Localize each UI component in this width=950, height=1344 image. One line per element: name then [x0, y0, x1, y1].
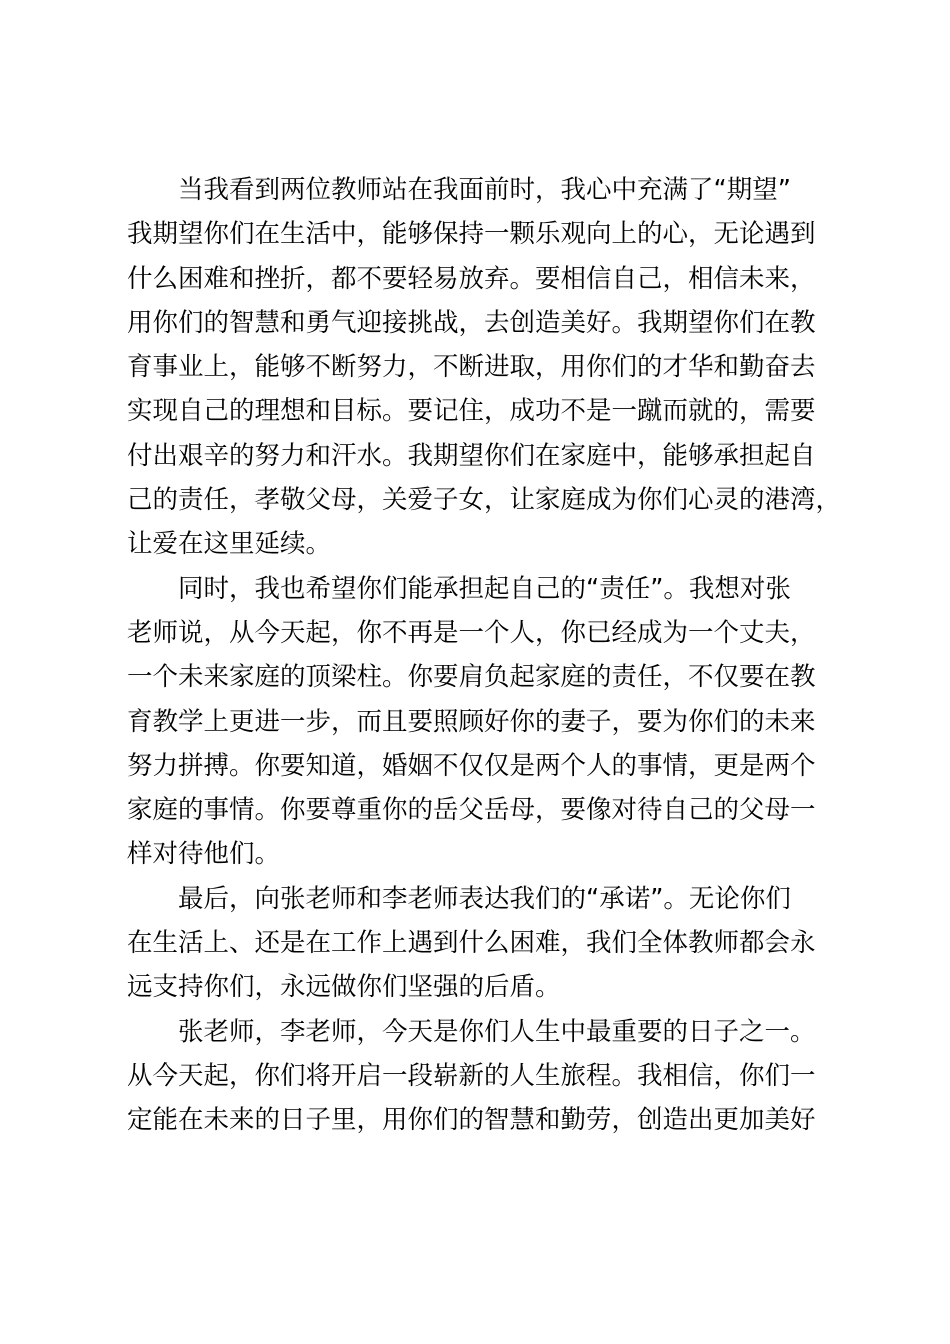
paragraph-3-line-3: 远支持你们，永远做你们坚强的后盾。: [127, 972, 561, 1003]
paragraph-2-line-2: 老师说，从今天起，你不再是一个人，你已经成为一个丈夫，: [127, 617, 816, 648]
paragraph-2-line-7: 样对待他们。: [127, 839, 281, 870]
paragraph-4-line-1: 张老师，李老师，今天是你们人生中最重要的日子之一。: [178, 1016, 816, 1047]
paragraph-1-line-7: 付出艰辛的努力和汗水。我期望你们在家庭中，能够承担起自: [127, 440, 816, 471]
paragraph-1-line-3: 什么困难和挫折，都不要轻易放弃。要相信自己，相信未来，: [127, 263, 816, 294]
paragraph-1-line-2: 我期望你们在生活中，能够保持一颗乐观向上的心，无论遇到: [127, 219, 816, 250]
paragraph-2-line-4: 育教学上更进一步，而且要照顾好你的妻子，要为你们的未来: [127, 706, 816, 737]
paragraph-2-line-5: 努力拼搏。你要知道，婚姻不仅仅是两个人的事情，更是两个: [127, 750, 816, 781]
paragraph-2-line-3: 一个未来家庭的顶梁柱。你要肩负起家庭的责任，不仅要在教: [127, 662, 816, 693]
paragraph-1-line-9: 让爱在这里延续。: [127, 529, 332, 560]
paragraph-3-line-2: 在生活上、还是在工作上遇到什么困难，我们全体教师都会永: [127, 928, 816, 959]
paragraph-1-line-4: 用你们的智慧和勇气迎接挑战，去创造美好。我期望你们在教: [127, 307, 816, 338]
paragraph-1-line-5: 育事业上，能够不断努力，不断进取，用你们的才华和勤奋去: [127, 352, 816, 383]
body-text: [127, 168, 847, 1143]
paragraph-1-line-8: 己的责任，孝敬父母，关爱子女，让家庭成为你们心灵的港湾，: [127, 485, 842, 516]
paragraph-3-line-1: 最后，向张老师和李老师表达我们的“承诺”。无论你们: [178, 883, 791, 914]
paragraph-2-line-6: 家庭的事情。你要尊重你的岳父岳母，要像对待自己的父母一: [127, 795, 816, 826]
paragraph-2-line-1: 同时，我也希望你们能承担起自己的“责任”。我想对张: [178, 573, 791, 604]
paragraph-1-line-1: 当我看到两位教师站在我面前时，我心中充满了“期望”: [178, 175, 791, 205]
paragraph-4-line-3: 定能在未来的日子里，用你们的智慧和勤劳，创造出更加美好: [127, 1105, 816, 1136]
paragraph-1-line-6: 实现自己的理想和目标。要记住，成功不是一蹴而就的，需要: [127, 396, 816, 427]
paragraph-4-line-2: 从今天起，你们将开启一段崭新的人生旅程。我相信，你们一: [127, 1060, 816, 1091]
